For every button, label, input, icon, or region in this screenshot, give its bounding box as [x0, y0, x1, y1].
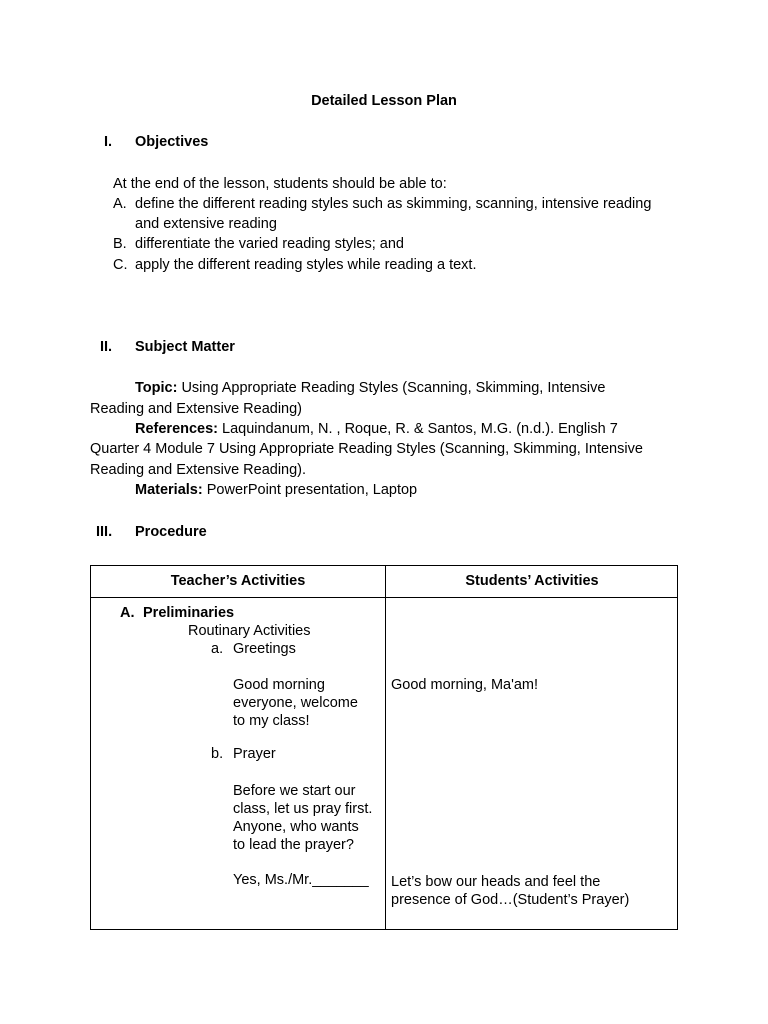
- student-greeting-response: Good morning, Ma'am!: [391, 677, 539, 693]
- students-activities-header: Students’ Activities: [465, 573, 599, 589]
- objective-c-text: apply the different reading styles while reading a text.: [135, 257, 477, 273]
- teacher-greeting-line: Good morning: [233, 677, 325, 693]
- table-column-divider: [385, 566, 386, 929]
- prayer-marker: b.: [211, 746, 224, 762]
- procedure-table: [90, 565, 678, 930]
- greetings-marker: a.: [211, 641, 224, 657]
- document-title: Detailed Lesson Plan: [311, 93, 457, 109]
- procedure-numeral: III.: [96, 524, 113, 540]
- teacher-prayer-line: Anyone, who wants: [233, 819, 359, 835]
- materials-label: Materials:: [135, 482, 203, 498]
- teacher-greeting-line: to my class!: [233, 713, 310, 729]
- teacher-prayer-reply: Yes, Ms./Mr._______: [233, 872, 369, 888]
- topic-label: Topic:: [135, 380, 178, 396]
- objective-b-text: differentiate the varied reading styles; and: [135, 236, 404, 252]
- objectives-heading: Objectives: [135, 134, 209, 150]
- objective-a-line1: define the different reading styles such as skimming, scanning, intensive reading: [135, 196, 652, 212]
- procedure-heading: Procedure: [135, 524, 207, 540]
- preliminaries-marker: A.: [120, 605, 135, 621]
- materials-text: PowerPoint presentation, Laptop: [202, 482, 418, 498]
- teacher-prayer-line: class, let us pray first.: [233, 801, 373, 817]
- teacher-prayer-line: Before we start our: [233, 783, 356, 799]
- subject-matter-heading: Subject Matter: [135, 339, 235, 355]
- objective-b-marker: B.: [113, 236, 127, 252]
- references-line-2: Quarter 4 Module 7 Using Appropriate Reading Styles (Scanning, Skimming, Intensive: [90, 441, 643, 457]
- teacher-prayer-line: to lead the prayer?: [233, 837, 354, 853]
- student-prayer-line: presence of God…(Student’s Prayer): [391, 892, 630, 908]
- prayer-label: Prayer: [233, 746, 276, 762]
- teacher-prayer-text: [233, 782, 372, 854]
- objective-a-marker: A.: [113, 196, 127, 212]
- references-text: Laquindanum, N. , Roque, R. & Santos, M.G. (n.d.). English 7: [218, 421, 618, 437]
- table-header-divider: [91, 597, 677, 598]
- teacher-activities-header: Teacher’s Activities: [170, 573, 306, 589]
- greetings-label: Greetings: [233, 641, 296, 657]
- subject-matter-numeral: II.: [100, 339, 113, 355]
- teacher-greeting-line: everyone, welcome: [233, 695, 358, 711]
- objective-a-line2: and extensive reading: [135, 216, 277, 232]
- topic-line: [135, 380, 605, 396]
- student-prayer-line: Let’s bow our heads and feel the: [391, 874, 601, 890]
- objectives-numeral: I.: [104, 134, 113, 150]
- teacher-greeting-text: [233, 676, 358, 730]
- references-line-3: Reading and Extensive Reading).: [90, 462, 307, 478]
- references-line: [135, 421, 618, 437]
- references-label: References:: [135, 421, 219, 437]
- topic-text: Using Appropriate Reading Styles (Scanning, Skimming, Intensive: [177, 380, 606, 396]
- student-prayer-text: [391, 873, 629, 909]
- routinary-activities-label: Routinary Activities: [188, 623, 311, 639]
- objective-c-marker: C.: [113, 257, 128, 273]
- topic-line-2: Reading and Extensive Reading): [90, 401, 302, 417]
- materials-line: [135, 482, 417, 498]
- preliminaries-title: Preliminaries: [143, 605, 235, 621]
- objectives-intro: At the end of the lesson, students should be able to:: [113, 176, 447, 192]
